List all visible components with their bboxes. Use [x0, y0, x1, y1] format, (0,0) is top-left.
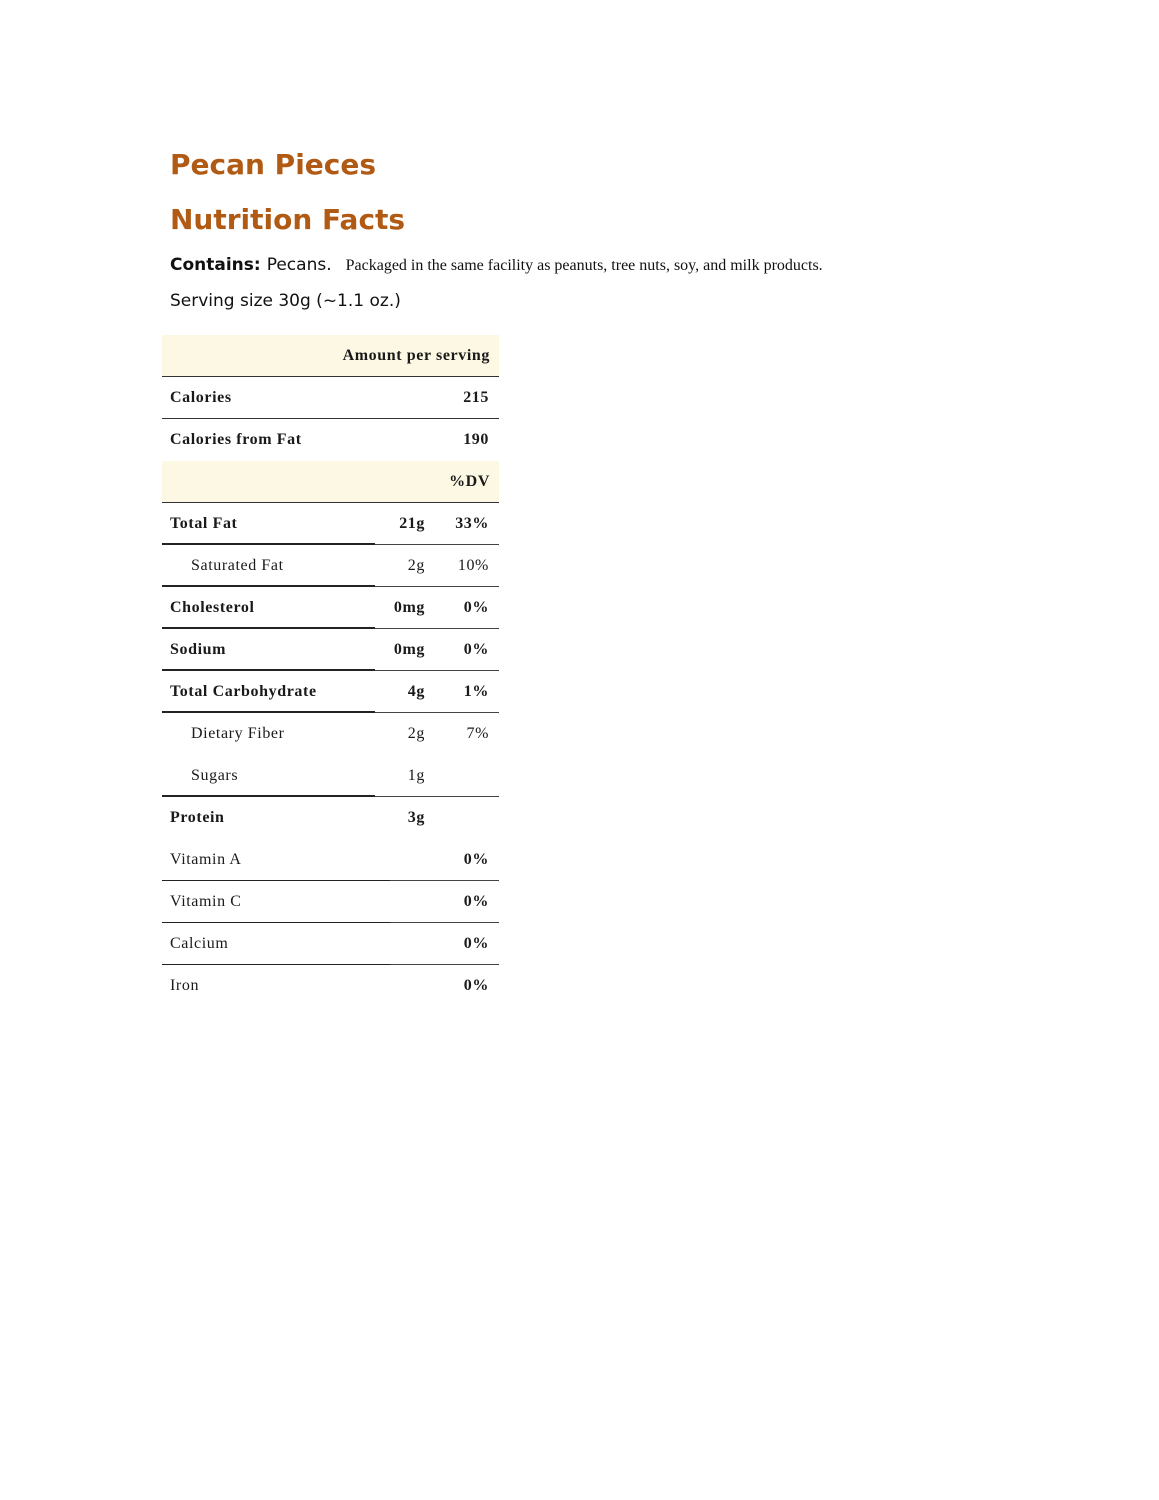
nutrient-amount: 21g [399, 515, 425, 532]
calories-from-fat-row [162, 419, 499, 461]
nutrient-label: Sugars [191, 767, 239, 784]
calories-from-fat-value: 190 [463, 431, 489, 448]
vitamin-label: Iron [170, 977, 200, 994]
vitamin-label: Vitamin A [170, 851, 242, 868]
nutrient-dv: 0% [463, 599, 489, 616]
nutrient-label: Protein [170, 809, 225, 826]
vitamin-label: Calcium [170, 935, 229, 952]
nutrient-label: Saturated Fat [191, 557, 284, 574]
nutrient-dv: 10% [457, 557, 489, 574]
nutrient-dv: 7% [466, 725, 489, 742]
vitamin-dv: 0% [463, 893, 489, 910]
nutrient-amount: 0mg [393, 599, 425, 616]
calories-row [162, 377, 499, 419]
vitamin-label: Vitamin C [170, 893, 242, 910]
vitamin-dv: 0% [463, 851, 489, 868]
nutrient-row-sugars [162, 755, 499, 797]
nutrient-label: Total Carbohydrate [170, 683, 317, 700]
vitamin-row-vitamin-a [162, 839, 499, 881]
nutrient-amount: 2g [407, 557, 425, 574]
nutrient-amount: 3g [407, 809, 425, 826]
nutrient-amount: 1g [407, 767, 425, 784]
nutrient-row-total-carbohydrate [162, 671, 499, 713]
nutrient-label: Cholesterol [170, 599, 255, 616]
contains-line [170, 255, 823, 275]
nutrient-amount: 0mg [393, 641, 425, 658]
vitamin-row-iron [162, 965, 499, 1007]
serving-size: Serving size 30g (~1.1 oz.) [170, 291, 401, 311]
calories-label: Calories [170, 389, 232, 406]
nutrient-row-sodium [162, 629, 499, 671]
calories-from-fat-label: Calories from Fat [170, 431, 302, 448]
nutrient-row-dietary-fiber [162, 713, 499, 755]
nutrient-row-cholesterol [162, 587, 499, 629]
nutrient-dv: 0% [463, 641, 489, 658]
nutrient-dv: 1% [463, 683, 489, 700]
nutrient-row-saturated-fat [162, 545, 499, 587]
vitamin-dv: 0% [463, 977, 489, 994]
nutrition-table [162, 335, 499, 1007]
dv-header-row [162, 461, 499, 503]
contains-value: Pecans. [266, 255, 332, 275]
nutrient-row-protein [162, 797, 499, 839]
vitamin-row-calcium [162, 923, 499, 965]
dv-header: %DV [449, 473, 490, 490]
allergen-note: Packaged in the same facility as peanuts, tree nuts, soy, and milk products. [345, 257, 823, 274]
nutrient-dv: 33% [455, 515, 489, 532]
amount-per-serving-header: Amount per serving [342, 347, 490, 364]
vitamin-dv: 0% [463, 935, 489, 952]
nutrient-amount: 4g [407, 683, 425, 700]
contains-label: Contains: [170, 255, 261, 275]
product-title: Pecan Pieces [170, 148, 377, 181]
nutrient-label: Total Fat [170, 515, 238, 532]
amount-header-row [162, 335, 499, 377]
nutrient-row-total-fat [162, 503, 499, 545]
calories-value: 215 [463, 389, 489, 406]
vitamin-row-vitamin-c [162, 881, 499, 923]
nutrient-label: Sodium [170, 641, 227, 658]
nutrient-amount: 2g [407, 725, 425, 742]
nutrition-facts-title: Nutrition Facts [170, 203, 406, 236]
nutrient-label: Dietary Fiber [191, 725, 285, 742]
